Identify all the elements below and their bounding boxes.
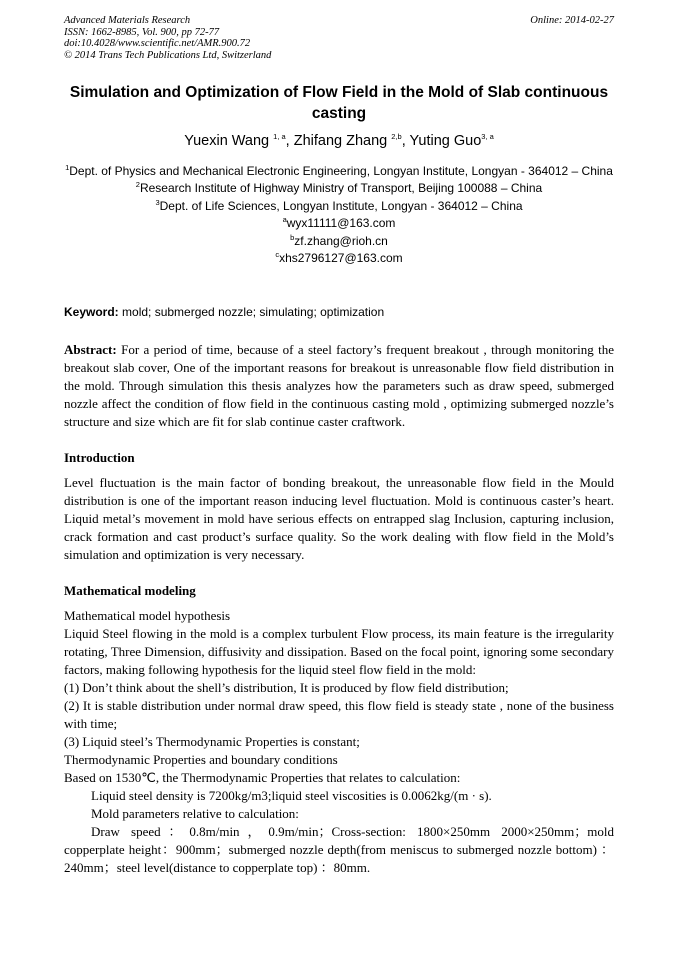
email-text: wyx11111@163.com: [286, 216, 396, 231]
affiliation-sup: 1: [65, 163, 70, 172]
introduction-heading: Introduction: [64, 450, 135, 465]
journal-issn: ISSN: 1662-8985, Vol. 900, pp 72-77: [64, 26, 220, 38]
journal-header: [64, 15, 271, 61]
math-paragraph: Mathematical model hypothesis: [64, 608, 231, 623]
math-paragraph: Draw speed：0.8m/min，0.9m/min；Cross-section: 1800×250mm 2000×250mm；mold copperplate height：900mm；submerged nozzle depth(from meniscus to submerged nozzle bottom) ：240mm；steel level(distance to copperplate top) ：80mm.: [64, 824, 614, 875]
email: [64, 215, 614, 232]
keywords: [64, 305, 614, 319]
abstract-label: Abstract:: [64, 342, 117, 357]
email-sup: b: [290, 232, 295, 242]
email: [64, 233, 614, 250]
math-paragraph: Thermodynamic Properties and boundary conditions: [64, 752, 338, 767]
affiliation-text: Dept. of Life Sciences, Longyan Institute, Longyan - 364012 – China: [159, 198, 523, 213]
author-name: Zhifang Zhang: [293, 133, 388, 149]
keyword-label: Keyword:: [64, 305, 119, 319]
math-paragraph: Liquid steel density is 7200kg/m3;liquid steel viscosities is 0.0062kg/(m · s).: [91, 788, 492, 803]
introduction-text: Level fluctuation is the main factor of bonding breakout, the unreasonable flow field in the Mould distribution is one of the important reason inducing level fluctuation. Mold is continuous caster’s heart. Liquid metal’s movement in mold have serious effects on entrapped slag Inclusion, capturing inclusion, crack formation and cast product’s surface quality. So the work dealing with flow field in the Mold’s simulation and optimization is very necessary.: [64, 475, 614, 562]
author-sup: 3, a: [481, 132, 494, 142]
journal-doi: doi:10.4028/www.scientific.net/AMR.900.72: [64, 38, 251, 49]
abstract: [64, 341, 614, 431]
math-paragraph: Mold parameters relative to calculation:: [91, 806, 299, 821]
email-text: zf.zhang@rioh.cn: [294, 233, 388, 248]
email: [64, 250, 614, 267]
email-sup: c: [275, 250, 280, 260]
keyword-text: mold; submerged nozzle; simulating; optimization: [118, 305, 385, 319]
author-sep: ,: [285, 133, 294, 149]
abstract-text: For a period of time, because of a steel factory’s frequent breakout , through monitoring the breakout slab cover, One of the important reasons for breakout is unreasonable flow field distribution in the mold. Through simulation this thesis analyzes how the parameters such as draw speed, submerged nozzle affect the condition of flow field in the continuous casting mold , optimizing submerged nozzle’s structure and size which are fit for slab continue caster craftwork.: [64, 342, 614, 429]
paper-title: Simulation and Optimization of Flow Field in the Mold of Slab continuous casting: [69, 84, 609, 122]
email-sup: a: [282, 215, 287, 225]
author-name: Yuexin Wang: [184, 133, 270, 149]
math-heading: Mathematical modeling: [64, 583, 196, 598]
affiliation: [64, 198, 614, 215]
affiliation: [64, 180, 614, 197]
affiliation-sup: 3: [155, 197, 160, 207]
author-sup: 2,b: [391, 132, 402, 142]
author-sup: 1, a: [273, 132, 286, 142]
author-name: Yuting Guo: [409, 133, 482, 149]
math-paragraph: Liquid Steel flowing in the mold is a complex turbulent Flow process, its main feature is the irregularity rotating, Three Dimension, diffusivity and dissipation. Based on the focal point, ignoring some secondary factors, making following hypothesis for the liquid steel flow field in the mold:: [64, 626, 614, 677]
affiliation-text: Dept. of Physics and Mechanical Electronic Engineering, Longyan Institute, Longyan - 364012 – China: [69, 164, 613, 178]
math-paragraph: (3) Liquid steel’s Thermodynamic Properties is constant;: [64, 734, 360, 749]
author: [410, 133, 494, 149]
math-paragraph: Based on 1530℃, the Thermodynamic Properties that relates to calculation:: [64, 770, 461, 785]
journal-copyright: © 2014 Trans Tech Publications Ltd, Switzerland: [64, 49, 272, 61]
math-paragraph: (1) Don’t think about the shell’s distribution, It is produced by flow field distribution;: [64, 680, 509, 695]
author: [294, 133, 410, 149]
affiliation-sup: 2: [135, 180, 140, 190]
online-date: Online: 2014-02-27: [530, 15, 614, 26]
affiliation-text: Research Institute of Highway Ministry of Transport, Beijing 100088 – China: [139, 181, 543, 196]
math-paragraph: (2) It is stable distribution under normal draw speed, this flow field is steady state , none of the business with time;: [64, 698, 614, 731]
affiliation: [64, 163, 614, 180]
journal-name: Advanced Materials Research: [64, 15, 191, 26]
author-sep: ,: [401, 133, 410, 149]
email-text: xhs2796127@163.com: [279, 251, 403, 266]
math-section: [64, 607, 614, 877]
affiliation-list: [64, 163, 614, 267]
author-list: [64, 133, 614, 149]
author: [184, 133, 294, 149]
